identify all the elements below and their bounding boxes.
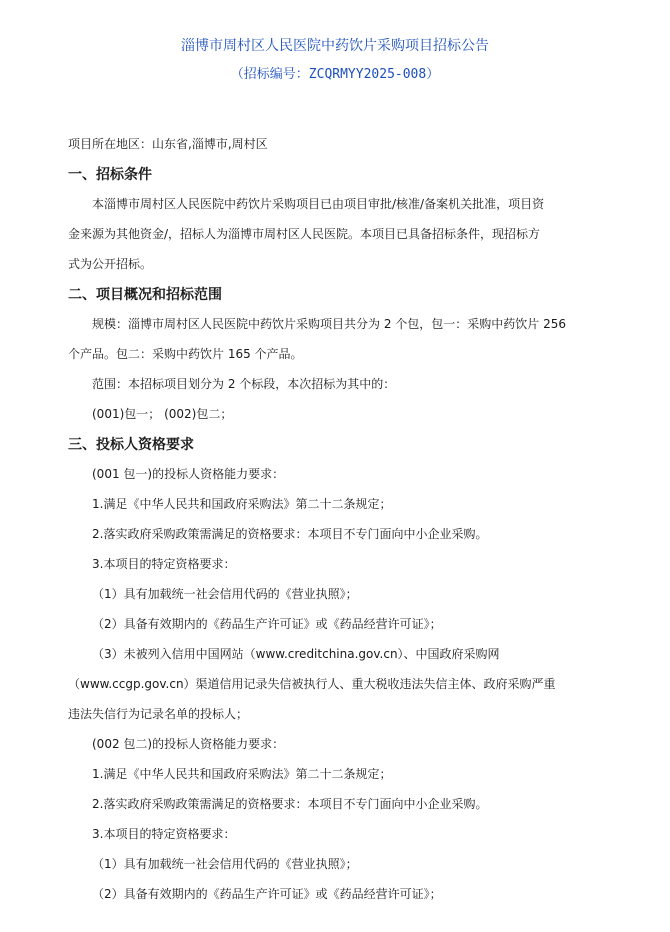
lot1-special-2: （2）具备有效期内的《药品生产许可证》或《药品经营许可证》； <box>92 617 442 631</box>
lot1-special-3-line-1: （3）未被列入信用中国网站（www.creditchina.gov.cn）、中国政府采购网 <box>92 647 500 661</box>
lot1-special-3-line-2: （www.ccgp.gov.cn）渠道信用记录失信被执行人、重大税收违法失信主体、政府采购严重 <box>68 677 556 691</box>
lot2-req-2: 2.落实政府采购政策需满足的资格要求：本项目不专门面向中小企业采购。 <box>92 797 488 811</box>
lot2-special-2: （2）具备有效期内的《药品生产许可证》或《药品经营许可证》； <box>92 887 442 901</box>
section-1-paragraph-line-1: 本淄博市周村区人民医院中药饮片采购项目已由项目审批/核准/备案机关批准，项目资 <box>92 197 545 211</box>
lot2-special-1: （1）具有加载统一社会信用代码的《营业执照》； <box>92 857 358 871</box>
lot1-req-1: 1.满足《中华人民共和国政府采购法》第二十二条规定； <box>92 497 392 511</box>
lot1-special-3-line-3: 违法失信行为记录名单的投标人； <box>68 707 249 721</box>
bid-number: （招标编号：ZCQRMYY2025-008） <box>230 67 440 82</box>
section-1-paragraph-line-3: 式为公开招标。 <box>68 257 153 271</box>
lot2-intro: (002 包二)的投标人资格能力要求： <box>92 737 285 751</box>
section-3-heading: 三、投标人资格要求 <box>68 437 194 453</box>
scope-line: 范围：本招标项目划分为 2 个标段，本次招标为其中的： <box>92 377 396 391</box>
scale-line-1: 规模：淄博市周村区人民医院中药饮片采购项目共分为 2 个包，包一：采购中药饮片 256 <box>92 317 566 331</box>
lot2-req-3: 3.本项目的特定资格要求： <box>92 827 236 841</box>
lot1-intro: (001 包一)的投标人资格能力要求： <box>92 467 285 481</box>
section-1-heading: 一、招标条件 <box>68 167 152 183</box>
lots-line: (001)包一； (002)包二； <box>92 407 233 421</box>
lot1-req-2: 2.落实政府采购政策需满足的资格要求：本项目不专门面向中小企业采购。 <box>92 527 488 541</box>
section-1-paragraph-line-2: 金来源为其他资金/，招标人为淄博市周村区人民医院。本项目已具备招标条件，现招标方 <box>68 227 541 241</box>
project-location: 项目所在地区：山东省,淄博市,周村区 <box>68 137 268 151</box>
scale-line-2: 个产品。包二：采购中药饮片 165 个产品。 <box>68 347 303 361</box>
lot1-req-3: 3.本项目的特定资格要求： <box>92 557 236 571</box>
lot1-special-1: （1）具有加载统一社会信用代码的《营业执照》； <box>92 587 358 601</box>
section-2-heading: 二、项目概况和招标范围 <box>68 287 222 303</box>
document-title: 淄博市周村区人民医院中药饮片采购项目招标公告 <box>181 38 489 54</box>
lot2-req-1: 1.满足《中华人民共和国政府采购法》第二十二条规定； <box>92 767 392 781</box>
